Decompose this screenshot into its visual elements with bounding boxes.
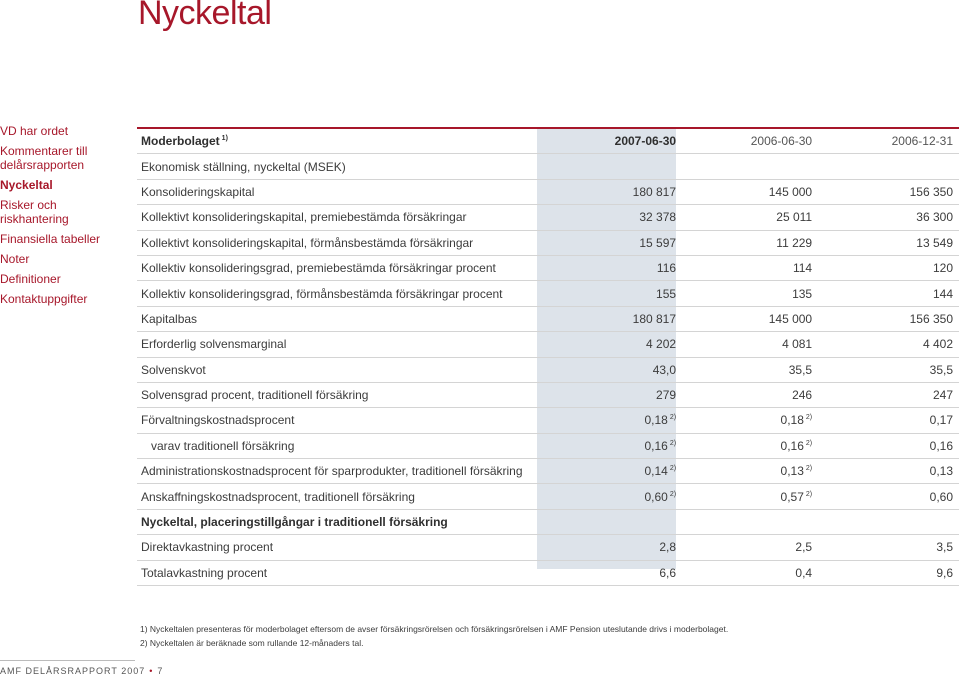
row-label: Totalavkastning procent [137,560,546,585]
table-row [137,281,959,306]
cell-c1: 32 378 [546,205,682,230]
cell-c3: 120 [818,255,959,280]
header-col-2006-12-31: 2006-12-31 [818,129,959,154]
cell-c3: 13 549 [818,230,959,255]
footnote-ref: 2) [805,490,813,498]
cell-c2: 145 000 [682,179,818,204]
table-row [137,357,959,382]
row-label: Solvensgrad procent, traditionell försäkring [137,382,546,407]
cell-c2: 145 000 [682,306,818,331]
row-label: Konsolideringskapital [137,179,546,204]
sidebar-item-kontaktuppgifter[interactable]: Kontaktuppgifter [0,292,88,306]
cell-c3: 0,60 [818,484,959,509]
cell-c1: 0,16 $^{2)}$ [546,433,682,458]
cell-c2: 135 [682,281,818,306]
table-row [137,332,959,357]
row-label: Anskaffningskostnadsprocent, traditionell försäkring [137,484,546,509]
cell-c1: 0,14 $^{2)}$ [546,459,682,484]
table-row [137,154,959,179]
page-title: Nyckeltal [138,0,272,32]
cell-c3: 144 [818,281,959,306]
cell-c2: 35,5 [682,357,818,382]
row-label: Erforderlig solvensmarginal [137,332,546,357]
row-label: Kapitalbas [137,306,546,331]
cell-c3: 247 [818,382,959,407]
cell-c3: 4 402 [818,332,959,357]
footnotes [140,622,728,650]
footnote-ref: 2) [669,439,677,447]
table-row [137,459,959,484]
footer-separator: • [149,666,154,676]
cell-c1: 2,8 [546,535,682,560]
row-label: Direktavkastning procent [137,535,546,560]
cell-c1: 180 817 [546,306,682,331]
cell-c3 [818,509,959,534]
footnote-2: 2) Nyckeltalen är beräknade som rullande 12-månaders tal. [140,638,364,648]
cell-c2: 0,18 $^{2)}$ [682,408,818,433]
cell-c2: 2,5 [682,535,818,560]
cell-c3 [818,154,959,179]
header-col-2007-06-30: 2007-06-30 [546,129,682,154]
table-header-row [137,129,959,154]
cell-c1: 6,6 [546,560,682,585]
table-row [137,230,959,255]
table-row [137,255,959,280]
table-row [137,179,959,204]
footer-rule [0,660,135,661]
table-row [137,382,959,407]
cell-c3: 9,6 [818,560,959,585]
table-row [137,535,959,560]
cell-c2: 25 011 [682,205,818,230]
cell-c2: 0,16 $^{2)}$ [682,433,818,458]
table-row [137,408,959,433]
footnote-ref: 2) [805,414,813,422]
cell-c3: 3,5 [818,535,959,560]
sidebar-item-definitioner[interactable]: Definitioner [0,272,61,286]
row-label: Kollektivt konsolideringskapital, premiebestämda försäkringar [137,205,546,230]
header-col-2006-06-30: 2006-06-30 [682,129,818,154]
table-row [137,306,959,331]
cell-c1: 0,18 $^{2)}$ [546,408,682,433]
row-label: Solvenskvot [137,357,546,382]
cell-c2: 0,4 [682,560,818,585]
cell-c3: 0,16 [818,433,959,458]
row-label: Kollektiv konsolideringsgrad, premiebestämda försäkringar procent [137,255,546,280]
footnote-1: 1) Nyckeltalen presenteras för moderbolaget eftersom de avser försäkringsrörelsen och försäkringsrörelsen i AMF Pension uteslutande drivs i moderbolaget. [140,624,729,634]
cell-c1: 4 202 [546,332,682,357]
sidebar-item-nyckeltal[interactable]: Nyckeltal [0,178,53,192]
cell-c2: 0,57 $^{2)}$ [682,484,818,509]
cell-c1 [546,509,682,534]
cell-c3: 0,13 [818,459,959,484]
cell-c1: 155 [546,281,682,306]
table-row [137,509,959,534]
cell-c2: 4 081 [682,332,818,357]
row-label: Förvaltningskostnadsprocent [137,408,546,433]
sidebar-nav [0,124,125,312]
row-label: Kollektivt konsolideringskapital, förmånsbestämda försäkringar [137,230,546,255]
footnote-ref: 2) [669,465,677,473]
cell-c1: 0,60 $^{2)}$ [546,484,682,509]
page-number: 7 [157,666,164,676]
row-label: varav traditionell försäkring [137,433,546,458]
table-row [137,560,959,585]
sidebar-item-vd-har-ordet[interactable]: VD har ordet [0,124,69,138]
cell-c3: 36 300 [818,205,959,230]
table-row [137,205,959,230]
footnote-ref: 2) [805,465,813,473]
cell-c3: 156 350 [818,306,959,331]
footnote-ref: 2) [669,414,677,422]
row-label: Ekonomisk ställning, nyckeltal (MSEK) [137,154,546,179]
cell-c2: 0,13 $^{2)}$ [682,459,818,484]
table-row [137,433,959,458]
row-label: Nyckeltal, placeringstillgångar i traditionell försäkring [137,509,546,534]
header-label: Moderbolaget $^{1)}$ [137,129,546,154]
table-row [137,484,959,509]
row-label: Administrationskostnadsprocent för sparprodukter, traditionell försäkring [137,459,546,484]
footnote-ref: 2) [805,439,813,447]
cell-c2 [682,154,818,179]
cell-c2: 246 [682,382,818,407]
cell-c1: 15 597 [546,230,682,255]
cell-c3: 156 350 [818,179,959,204]
cell-c3: 35,5 [818,357,959,382]
cell-c1: 180 817 [546,179,682,204]
sidebar-item-kommentarer-till-delårsrapporten[interactable]: Kommentarer till delårsrapporten [0,144,88,172]
sidebar-item-finansiella-tabeller[interactable]: Finansiella tabeller [0,232,101,246]
cell-c1: 43,0 [546,357,682,382]
cell-c3: 0,17 [818,408,959,433]
page-footer [0,666,163,676]
footnote-ref: 2) [669,490,677,498]
footer-label: AMF DELÅRSRAPPORT 2007 [0,666,146,676]
cell-c2: 11 229 [682,230,818,255]
sidebar-item-risker-och-riskhantering[interactable]: Risker och riskhantering [0,198,69,226]
title-bar [0,0,960,40]
cell-c1: 279 [546,382,682,407]
cell-c1: 116 [546,255,682,280]
cell-c2 [682,509,818,534]
cell-c2: 114 [682,255,818,280]
row-label: Kollektiv konsolideringsgrad, förmånsbestämda försäkringar procent [137,281,546,306]
cell-c1 [546,154,682,179]
sidebar-item-noter[interactable]: Noter [0,252,30,266]
